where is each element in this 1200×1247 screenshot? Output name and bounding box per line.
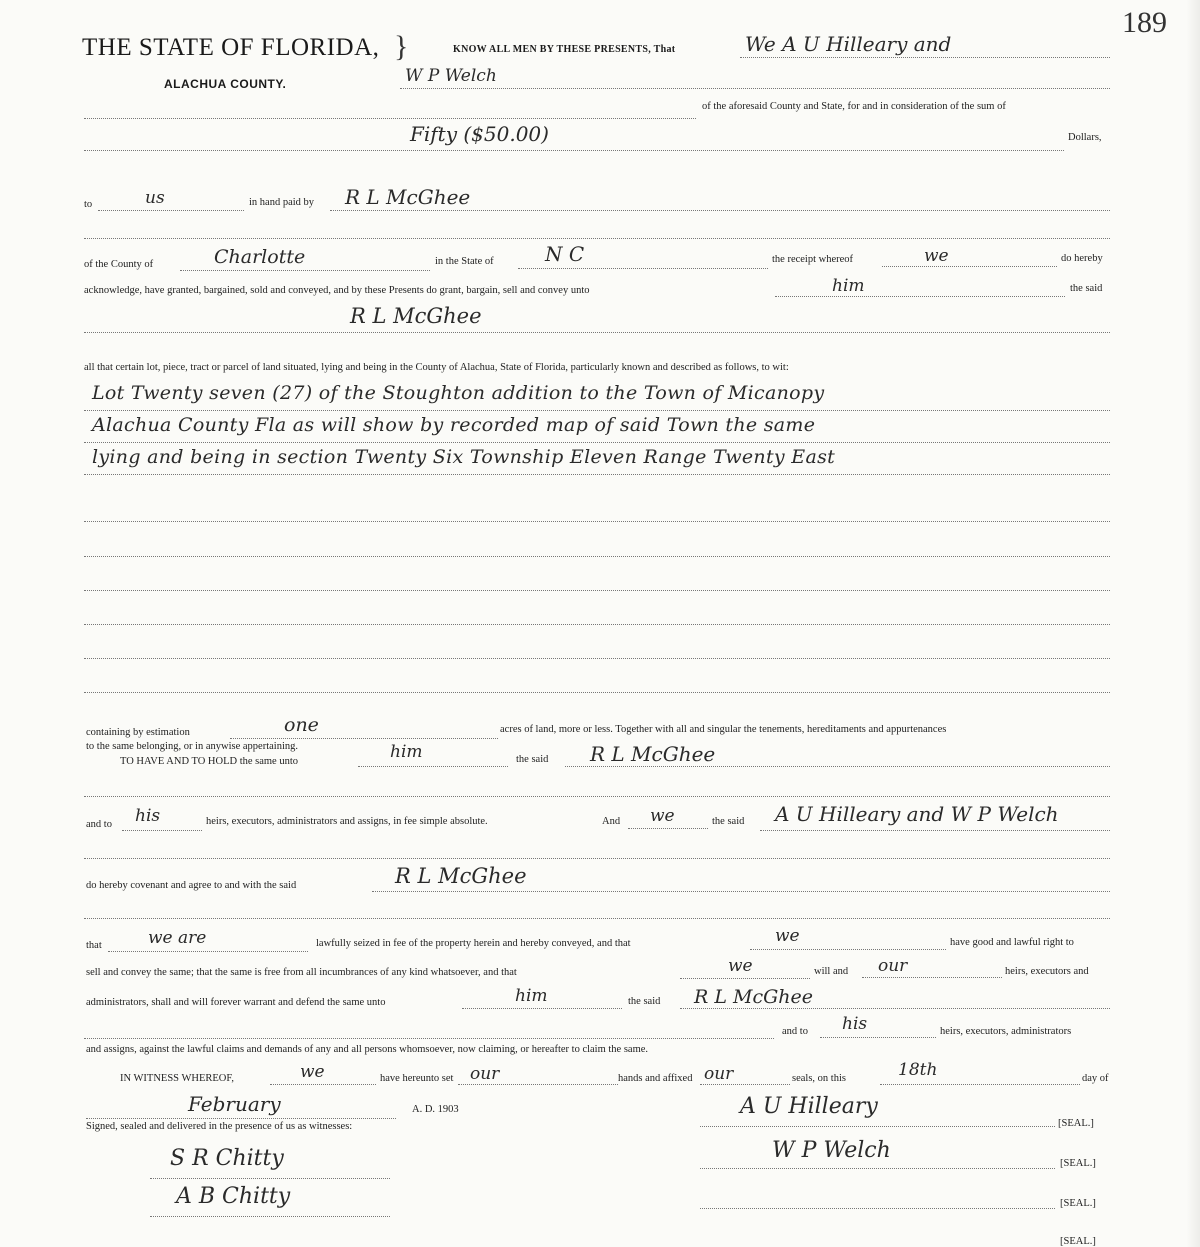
witness-2: A B Chitty	[176, 1184, 291, 1209]
the-said-label: the said	[1070, 283, 1103, 294]
covenant-text: do hereby covenant and agree to and with the said	[86, 880, 297, 891]
rule	[84, 118, 696, 119]
rule	[180, 270, 430, 271]
containing-label: containing by estimation	[86, 727, 190, 738]
signed-text: Signed, sealed and delivered in the presence of us as witnesses:	[86, 1121, 353, 1132]
brace-glyph: }	[394, 30, 409, 63]
sum-value: Fifty ($50.00)	[410, 122, 549, 146]
day-value: 18th	[898, 1060, 938, 1080]
heirs-exec-label: heirs, executors and	[1005, 966, 1089, 977]
seal-2: [SEAL.]	[1060, 1158, 1096, 1169]
rule	[108, 951, 308, 952]
grantors-line2: W P Welch	[405, 66, 497, 86]
and-value: we	[650, 806, 675, 826]
rule	[84, 410, 1110, 411]
rule	[700, 1208, 1055, 1209]
belonging-text: to the same belonging, or in anywise appertaining.	[86, 741, 298, 752]
sell-value: we	[728, 956, 753, 976]
heirs-exec-admin: heirs, executors, administrators	[940, 1026, 1072, 1037]
rule	[98, 210, 244, 211]
rule	[84, 442, 1110, 443]
rule	[680, 978, 810, 979]
seal-3: [SEAL.]	[1060, 1198, 1096, 1209]
and-label: And	[602, 816, 621, 827]
grantors-line1: We A U Hilleary and	[745, 32, 952, 56]
rule	[400, 88, 1110, 89]
heirs-text: heirs, executors, administrators and assigns, in fee simple absolute.	[206, 816, 488, 827]
acres-value: one	[284, 714, 319, 736]
right-text: have good and lawful right to	[950, 937, 1074, 948]
admin-value: him	[515, 986, 548, 1006]
rule	[84, 332, 1110, 333]
description-intro: all that certain lot, piece, tract or parcel of land situated, lying and being in the County of Alachua, State of Florida, particularly known and described as follows, to wit:	[84, 362, 789, 373]
admin-the-said: the said	[628, 996, 661, 1007]
rule	[680, 1008, 1110, 1009]
rule	[270, 1084, 376, 1085]
sell-text: sell and convey the same; that the same is free from all incumbrances of any kind whatsoever, and that	[86, 967, 517, 978]
seized-value: we	[775, 926, 800, 946]
paid-by-value: R L McGhee	[345, 185, 471, 209]
dollars-label: Dollars,	[1068, 132, 1102, 143]
rule	[862, 977, 1002, 978]
rule	[84, 150, 1064, 151]
description-line-2: Alachua County Fla as will show by recorded map of said Town the same	[92, 414, 816, 436]
rule	[700, 1126, 1055, 1127]
state-title: THE STATE OF FLORIDA,	[82, 34, 380, 61]
hereunto-label: have hereunto set	[380, 1073, 454, 1084]
signer-2: W P Welch	[772, 1138, 891, 1163]
habendum-the-said: the said	[712, 816, 745, 827]
rule	[760, 830, 1110, 831]
that-value: we are	[148, 928, 207, 948]
that-label: that	[86, 940, 102, 951]
rule	[330, 210, 1110, 211]
convey-unto-value: him	[832, 276, 865, 296]
receipt-label: the receipt whereof	[772, 254, 854, 265]
rule	[84, 692, 1110, 693]
rule	[372, 891, 1110, 892]
witness-1: S R Chitty	[170, 1146, 284, 1171]
and-to-label-2: and to	[782, 1026, 808, 1037]
rule	[230, 738, 498, 739]
to-value: us	[145, 188, 165, 208]
know-all-men: KNOW ALL MEN BY THESE PRESENTS, That	[453, 44, 676, 55]
consideration-text: of the aforesaid County and State, for and in consideration of the sum of	[702, 101, 1006, 112]
state-of-label: in the State of	[435, 256, 494, 267]
seal-4: [SEAL.]	[1060, 1236, 1096, 1247]
rule	[86, 1118, 396, 1119]
receipt-value: we	[924, 246, 949, 266]
rule	[84, 796, 1110, 797]
rule	[565, 766, 1110, 767]
rule	[882, 266, 1057, 267]
assigns-text: and assigns, against the lawful claims and demands of any and all persons whomsoever, now claiming, or hereafter to claim the same.	[86, 1044, 649, 1055]
and-to-label: and to	[86, 819, 112, 830]
and-to-value-2: his	[842, 1014, 868, 1034]
rule	[84, 658, 1110, 659]
rule	[122, 830, 202, 831]
will-and-label: will and	[814, 966, 849, 977]
admin-text: administrators, shall and will forever warrant and defend the same unto	[86, 997, 386, 1008]
to-have-value: him	[390, 742, 423, 762]
to-have-the-said: the said	[516, 754, 549, 765]
county-of-value: Charlotte	[214, 246, 306, 268]
in-witness-label: IN WITNESS WHEREOF,	[120, 1073, 234, 1084]
description-line-1: Lot Twenty seven (27) of the Stoughton addition to the Town of Micanopy	[92, 382, 825, 404]
hands-text: hands and affixed	[618, 1073, 693, 1084]
covenant-value: R L McGhee	[395, 864, 527, 888]
rule	[458, 1084, 618, 1085]
state-of-value: N C	[545, 242, 585, 266]
affixed-value: our	[704, 1064, 734, 1084]
rule	[84, 521, 1110, 522]
rule	[880, 1084, 1080, 1085]
in-witness-value: we	[300, 1062, 325, 1082]
county-of-label: of the County of	[84, 259, 154, 270]
do-hereby-label: do hereby	[1061, 253, 1103, 264]
rule	[84, 858, 1110, 859]
signer-1: A U Hilleary	[740, 1094, 878, 1119]
rule	[84, 624, 1110, 625]
month-value: February	[188, 1092, 281, 1116]
rule	[518, 268, 768, 269]
description-line-3: lying and being in section Twenty Six Township Eleven Range Twenty East	[92, 446, 836, 468]
habendum-grantors: A U Hilleary and W P Welch	[775, 802, 1059, 826]
hereunto-value: our	[470, 1064, 500, 1084]
rule	[84, 1038, 774, 1039]
rule	[84, 918, 1110, 919]
seized-text: lawfully seized in fee of the property herein and hereby conveyed, and that	[316, 938, 631, 949]
rule	[700, 1084, 790, 1085]
rule	[150, 1178, 390, 1179]
rule	[750, 949, 946, 950]
rule	[358, 766, 508, 767]
heirs-value: his	[135, 806, 161, 826]
rule	[775, 296, 1065, 297]
to-have-grantee: R L McGhee	[590, 742, 716, 766]
rule	[740, 57, 1110, 58]
page-number: 189	[1122, 6, 1167, 39]
seals-text: seals, on this	[792, 1073, 846, 1084]
rule	[628, 828, 708, 829]
rule	[84, 238, 1110, 239]
rule	[150, 1216, 390, 1217]
to-have-label: TO HAVE AND TO HOLD the same unto	[120, 756, 299, 767]
day-of-label: day of	[1082, 1073, 1109, 1084]
rule	[700, 1168, 1055, 1169]
to-label: to	[84, 199, 93, 210]
paid-by-label: in hand paid by	[249, 197, 315, 208]
county-title: ALACHUA COUNTY.	[164, 77, 287, 91]
acknowledge-text: acknowledge, have granted, bargained, sold and conveyed, and by these Presents do grant, bargain, sell and convey unto	[84, 285, 590, 296]
rule	[820, 1037, 936, 1038]
acres-text: acres of land, more or less. Together with all and singular the tenements, hereditaments and appurtenances	[500, 724, 947, 735]
page-edge-shadow	[1186, 0, 1200, 1247]
rule	[84, 556, 1110, 557]
rule	[84, 474, 1110, 475]
defend-value: R L McGhee	[694, 986, 814, 1008]
rule	[84, 590, 1110, 591]
will-value: our	[878, 956, 908, 976]
rule	[462, 1008, 622, 1009]
grantee-name: R L McGhee	[350, 304, 482, 328]
ad-year: A. D. 1903	[412, 1104, 459, 1115]
seal-1: [SEAL.]	[1058, 1118, 1094, 1129]
